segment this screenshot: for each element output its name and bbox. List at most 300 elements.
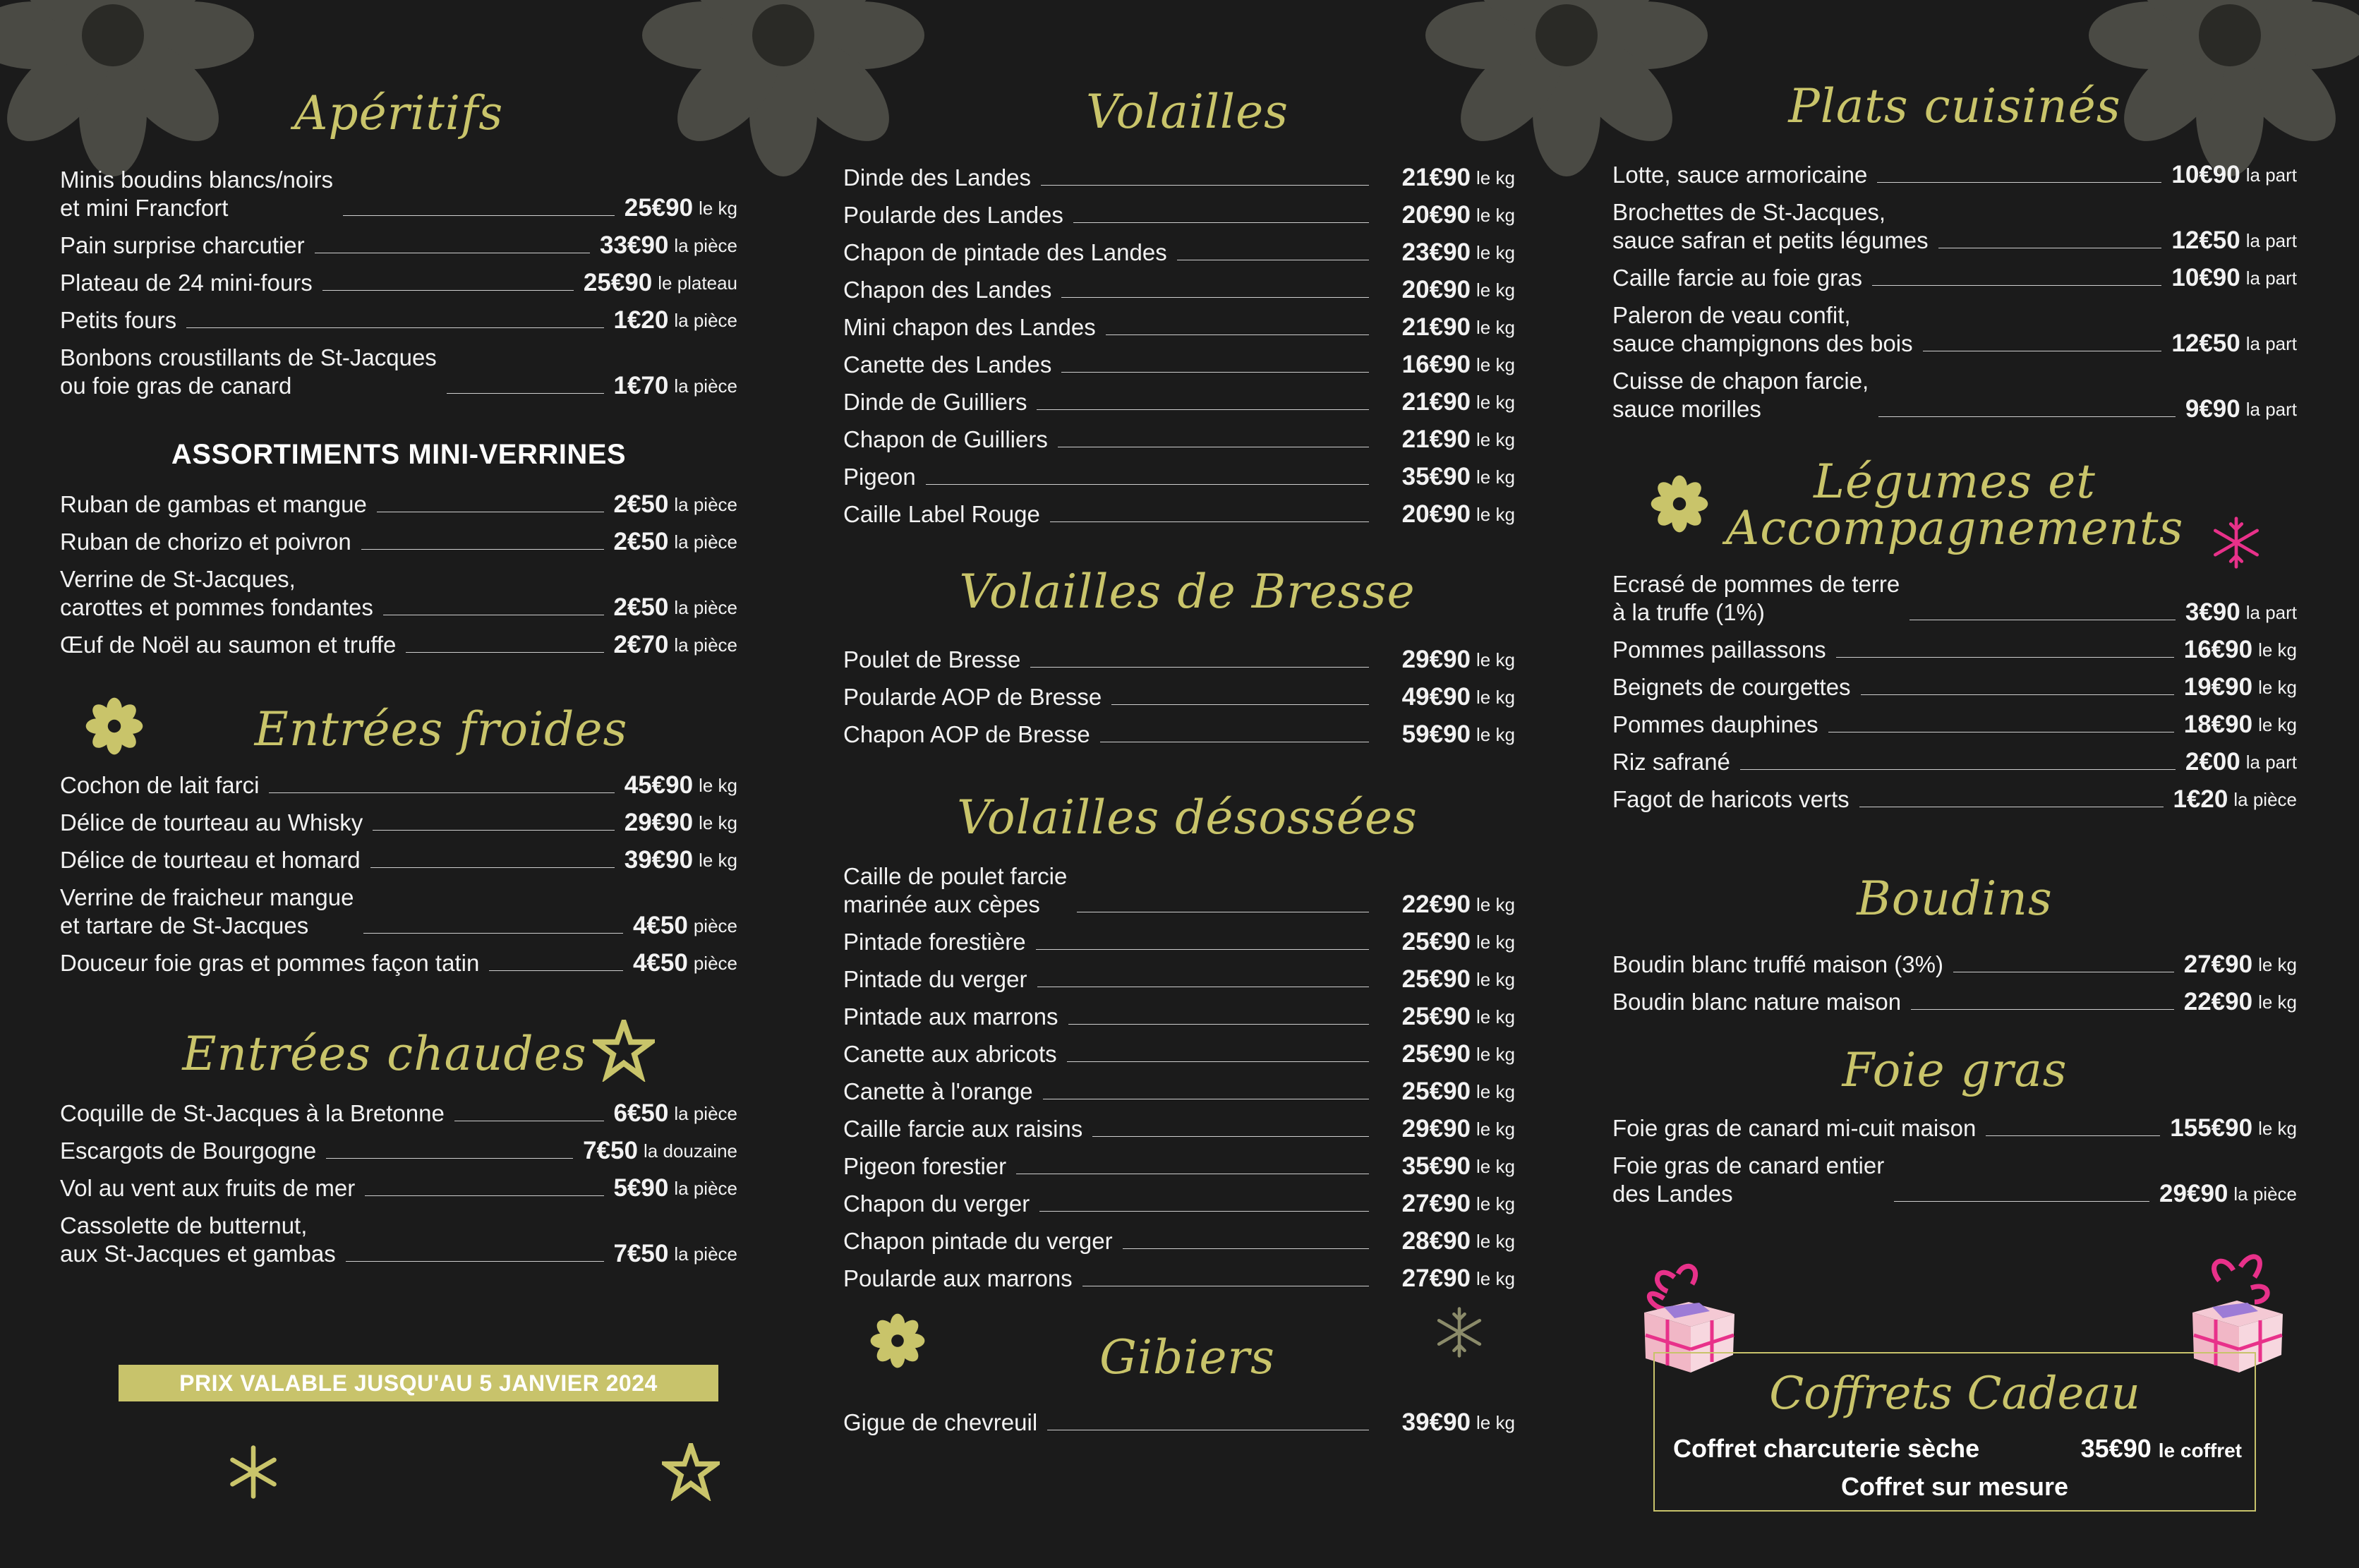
menu-item-name	[843, 1227, 1113, 1255]
menu-item-name-line: Escargots de Bourgogne	[60, 1138, 317, 1164]
star-icon	[662, 1443, 720, 1501]
menu-item-price: 27€90	[1401, 1265, 1471, 1292]
menu-item-name	[1612, 951, 1943, 979]
snowflake-icon	[1432, 1305, 1486, 1359]
menu-item-row	[843, 862, 1531, 919]
menu-item-name-line: Caille Label Rouge	[843, 501, 1040, 527]
entrees-chaudes-list	[60, 1099, 737, 1277]
foiegras-list	[1612, 1114, 2297, 1217]
menu-item-unit: le plateau	[658, 272, 737, 294]
menu-item-name	[843, 500, 1040, 529]
menu-item-unit: le kg	[1476, 894, 1515, 915]
menu-item-name	[843, 646, 1020, 674]
menu-item-price: 28€90	[1401, 1227, 1471, 1255]
menu-item-row	[60, 949, 737, 977]
menu-item-unit: pièce	[693, 915, 737, 936]
menu-item-unit: le kg	[1476, 1118, 1515, 1140]
legumes-title-line1: Légumes et	[1814, 454, 2096, 509]
menu-item-row	[843, 1115, 1531, 1143]
menu-item-name	[843, 239, 1167, 267]
section-title-boudins: Boudins	[1857, 872, 2053, 926]
menu-item-price: 7€50	[583, 1137, 638, 1164]
menu-item-name	[843, 683, 1102, 711]
menu-item-name-line: Lotte, sauce armoricaine	[1612, 162, 1868, 188]
menu-item-name	[843, 351, 1051, 379]
menu-item-name	[843, 201, 1063, 229]
menu-item-row	[60, 528, 737, 556]
menu-item-name-line: Coquille de St-Jacques à la Bretonne	[60, 1100, 445, 1126]
menu-item-unit: la pièce	[674, 1178, 737, 1199]
menu-item-price: 25€90	[1401, 1003, 1471, 1030]
coffret-price-block	[2081, 1434, 2242, 1464]
menu-item-name-line: Verrine de St-Jacques,	[60, 566, 296, 592]
menu-item-name-line: Verrine de fraicheur mangue	[60, 884, 354, 910]
menu-item-name-line: Cochon de lait farci	[60, 772, 260, 798]
menu-item-name	[843, 276, 1051, 304]
menu-item-unit: le kg	[1476, 1156, 1515, 1177]
menu-item-name-line: Gigue de chevreuil	[843, 1409, 1038, 1435]
leader-line	[1986, 1135, 2160, 1136]
menu-item-name-line: Pommes paillassons	[1612, 637, 1826, 663]
menu-item-name-line: Caille de poulet farcie	[843, 863, 1068, 889]
entrees-froides-list	[60, 771, 737, 987]
menu-item-price: 29€90	[1401, 646, 1471, 673]
leader-line	[1030, 667, 1369, 668]
menu-item-row	[1612, 748, 2297, 776]
menu-item-price: 6€50	[613, 1099, 669, 1127]
menu-item-name-line: Vol au vent aux fruits de mer	[60, 1175, 356, 1201]
bresse-list	[843, 646, 1531, 758]
menu-item-name	[60, 565, 373, 622]
leader-line	[1740, 769, 2176, 770]
leader-line	[1050, 521, 1369, 522]
menu-item-unit: la pièce	[674, 375, 737, 397]
leader-line	[370, 867, 615, 868]
menu-item-price: 39€90	[624, 846, 694, 874]
menu-item-name-line: Pintade aux marrons	[843, 1003, 1058, 1030]
menu-item-name	[60, 1174, 355, 1202]
menu-item-row	[60, 306, 737, 334]
menu-item-unit: le kg	[1476, 1268, 1515, 1289]
menu-item-row	[60, 269, 737, 297]
menu-item-row	[843, 928, 1531, 956]
coffret-price: 35€90	[2080, 1434, 2152, 1463]
menu-item-name	[843, 313, 1096, 342]
leader-line	[1068, 1024, 1370, 1025]
menu-item-unit: la part	[2245, 230, 2297, 251]
menu-item-price: 22€90	[1401, 891, 1471, 918]
menu-item-row	[1612, 1152, 2297, 1208]
menu-item-name-line: Foie gras de canard mi-cuit maison	[1612, 1115, 1977, 1141]
menu-item-name-line: Cuisse de chapon farcie,	[1612, 368, 1869, 394]
coffret-custom: Coffret sur mesure	[1840, 1472, 2069, 1501]
leader-line	[361, 549, 604, 550]
menu-item-row	[843, 1265, 1531, 1293]
section-title-volailles: Volailles	[1085, 85, 1289, 139]
menu-item-price: 4€50	[632, 912, 688, 939]
menu-item-name-line: sauce safran et petits légumes	[1612, 227, 1929, 253]
menu-item-row	[1612, 636, 2297, 664]
coffret-unit: le coffret	[2158, 1440, 2242, 1461]
menu-item-name-line: Chapon de Guilliers	[843, 426, 1048, 452]
menu-item-name	[843, 862, 1067, 919]
menu-item-row	[843, 720, 1531, 749]
menu-item-name	[60, 344, 437, 400]
menu-item-unit: le kg	[1476, 1044, 1515, 1065]
menu-item-row	[1612, 367, 2297, 423]
menu-item-name-line: Canette à l'orange	[843, 1078, 1033, 1104]
menu-item-name	[1612, 301, 1913, 358]
menu-item-name-line: Chapon AOP de Bresse	[843, 721, 1090, 747]
menu-item-name-line: Bonbons croustillants de St-Jacques	[60, 344, 437, 370]
menu-item-name-line: à la truffe (1%)	[1612, 599, 1765, 625]
menu-item-price: 20€90	[1401, 201, 1471, 229]
menu-item-price: 29€90	[624, 809, 694, 836]
leader-line	[1911, 1009, 2174, 1010]
leader-line	[326, 1158, 573, 1159]
menu-item-unit: le kg	[1476, 1231, 1515, 1252]
menu-item-name-line: Pintade du verger	[843, 966, 1027, 992]
leader-line	[186, 327, 603, 328]
menu-item-name-line: Poularde AOP de Bresse	[843, 684, 1102, 710]
menu-item-name-line: Petits fours	[60, 307, 177, 333]
menu-item-unit: la pièce	[2233, 789, 2297, 810]
menu-item-unit: la pièce	[674, 634, 737, 656]
menu-item-unit: le kg	[1476, 354, 1515, 375]
menu-item-price: 2€50	[613, 593, 669, 621]
menu-item-name-line: sauce morilles	[1612, 396, 1761, 422]
leader-line	[1111, 704, 1369, 705]
menu-item-price: 33€90	[600, 231, 669, 259]
menu-item-price: 2€70	[613, 631, 669, 658]
leader-line	[1073, 222, 1369, 223]
leader-line	[322, 290, 574, 291]
menu-item-name-line: aux St-Jacques et gambas	[60, 1241, 336, 1267]
menu-item-price: 22€90	[2183, 988, 2253, 1015]
menu-item-price: 2€50	[613, 528, 669, 555]
menu-item-price: 29€90	[2159, 1180, 2228, 1207]
aperitifs-list	[60, 166, 737, 409]
menu-item-name	[1612, 636, 1826, 664]
menu-item-unit: le kg	[1476, 1412, 1515, 1433]
section-title-bresse: Volailles de Bresse	[959, 565, 1416, 619]
leader-line	[1123, 1248, 1369, 1249]
menu-item-row	[1612, 673, 2297, 701]
desossees-list	[843, 862, 1531, 1302]
menu-item-price: 2€50	[613, 490, 669, 518]
menu-item-row	[60, 231, 737, 260]
section-title-foiegras: Foie gras	[1842, 1043, 2068, 1097]
menu-item-unit: le kg	[2258, 714, 2297, 735]
menu-item-unit: le kg	[1476, 317, 1515, 338]
menu-item-row	[843, 965, 1531, 994]
menu-item-price: 16€90	[2183, 636, 2253, 663]
menu-item-name-line: Poularde aux marrons	[843, 1265, 1073, 1291]
menu-item-name	[60, 490, 367, 519]
menu-item-name-line: Canette aux abricots	[843, 1041, 1057, 1067]
menu-item-price: 1€70	[613, 372, 669, 399]
section-title-legumes	[1612, 454, 2297, 555]
menu-item-price: 27€90	[1401, 1190, 1471, 1217]
menu-item-name-line: Douceur foie gras et pommes façon tatin	[60, 950, 480, 976]
menu-item-name-line: Poularde des Landes	[843, 202, 1063, 228]
menu-item-name-line: Paleron de veau confit,	[1612, 302, 1851, 328]
menu-item-price: 25€90	[583, 269, 653, 296]
menu-item-name	[1612, 988, 1901, 1016]
menu-item-name-line: Œuf de Noël au saumon et truffe	[60, 632, 397, 658]
menu-item-name	[1612, 198, 1929, 255]
leader-line	[1061, 297, 1369, 298]
menu-item-name	[60, 883, 354, 940]
menu-item-name-line: Boudin blanc nature maison	[1612, 989, 1902, 1015]
menu-item-row	[843, 276, 1531, 304]
menu-item-row	[60, 565, 737, 622]
menu-item-name-line: Dinde des Landes	[843, 164, 1032, 191]
menu-item-price: 29€90	[1401, 1115, 1471, 1142]
menu-item-row	[843, 164, 1531, 192]
menu-item-row	[1612, 1114, 2297, 1142]
boudins-list	[1612, 951, 2297, 1025]
menu-item-unit: la pièce	[674, 597, 737, 618]
menu-item-row	[1612, 301, 2297, 358]
menu-item-row	[60, 490, 737, 519]
menu-item-row	[843, 239, 1531, 267]
menu-item-row	[843, 1040, 1531, 1068]
section-title-plats: Plats cuisinés	[1788, 79, 2121, 133]
menu-item-unit: le kg	[1476, 242, 1515, 263]
menu-item-row	[60, 809, 737, 837]
menu-item-unit: le kg	[1476, 1193, 1515, 1214]
menu-item-price: 21€90	[1401, 426, 1471, 453]
menu-item-name-line: Fagot de haricots verts	[1612, 786, 1850, 812]
menu-item-name	[60, 269, 313, 297]
menu-item-unit: le kg	[1476, 687, 1515, 708]
leader-line	[1067, 1061, 1369, 1062]
menu-item-price: 25€90	[1401, 928, 1471, 955]
pink-snowflake-icon	[2209, 515, 2264, 570]
plats-list	[1612, 161, 2297, 433]
menu-item-row	[60, 1174, 737, 1202]
menu-item-name	[843, 1190, 1030, 1218]
menu-item-price: 59€90	[1401, 720, 1471, 748]
menu-item-price: 155€90	[2170, 1114, 2253, 1142]
menu-item-row	[1612, 711, 2297, 739]
menu-item-name-line: Chapon du verger	[843, 1190, 1030, 1217]
menu-item-unit: le kg	[1476, 504, 1515, 525]
menu-item-name-line: Plateau de 24 mini-fours	[60, 270, 313, 296]
menu-item-name-line: Ruban de chorizo et poivron	[60, 529, 351, 555]
menu-item-name	[1612, 161, 1867, 189]
menu-item-name	[1612, 785, 1850, 814]
menu-item-name	[1612, 570, 1900, 627]
menu-item-row	[843, 463, 1531, 491]
validity-banner: PRIX VALABLE JUSQU'AU 5 JANVIER 2024	[119, 1365, 718, 1401]
menu-item-row	[843, 351, 1531, 379]
menu-item-price: 1€20	[613, 306, 669, 334]
menu-item-name	[843, 463, 916, 491]
menu-item-row	[1612, 264, 2297, 292]
menu-item-unit: le kg	[699, 812, 737, 833]
menu-item-price: 3€90	[2185, 598, 2240, 626]
menu-item-price: 27€90	[2183, 951, 2253, 978]
menu-item-price: 7€50	[613, 1240, 669, 1267]
menu-item-name-line: Pommes dauphines	[1612, 711, 1818, 737]
menu-item-unit: le kg	[1476, 931, 1515, 953]
menu-item-unit: le kg	[699, 850, 737, 871]
menu-item-price: 9€90	[2185, 395, 2240, 423]
menu-item-name-line: Minis boudins blancs/noirs	[60, 167, 334, 193]
menu-item-name	[843, 1152, 1006, 1181]
menu-item-name	[843, 720, 1090, 749]
menu-item-name	[60, 631, 396, 659]
section-title-entrees-froides: Entrées froides	[254, 702, 628, 756]
menu-item-unit: la part	[2245, 752, 2297, 773]
menu-item-name	[60, 166, 333, 222]
menu-item-unit: le kg	[1476, 1081, 1515, 1102]
menu-item-unit: le kg	[1476, 466, 1515, 488]
menu-item-name-line: et mini Francfort	[60, 195, 229, 221]
menu-item-name	[843, 928, 1026, 956]
menu-item-row	[1612, 785, 2297, 814]
menu-item-unit: la pièce	[674, 494, 737, 515]
menu-item-price: 20€90	[1401, 276, 1471, 303]
menu-item-price: 39€90	[1401, 1409, 1471, 1436]
menu-item-name-line: Beignets de courgettes	[1612, 674, 1851, 700]
menu-item-name-line: Chapon pintade du verger	[843, 1228, 1113, 1254]
menu-item-row	[843, 1003, 1531, 1031]
menu-item-row	[1612, 570, 2297, 627]
menu-item-price: 25€90	[1401, 1040, 1471, 1068]
leader-line	[269, 792, 614, 793]
menu-item-row	[843, 201, 1531, 229]
leader-line	[1092, 1136, 1369, 1137]
leader-line	[1878, 416, 2176, 417]
menu-item-name	[843, 1115, 1082, 1143]
menu-item-unit: la pièce	[674, 1243, 737, 1265]
menu-item-price: 35€90	[1401, 463, 1471, 490]
menu-item-name-line: Mini chapon des Landes	[843, 314, 1096, 340]
menu-item-name-line: Foie gras de canard entier	[1612, 1152, 1885, 1178]
menu-item-price: 25€90	[624, 194, 694, 222]
menu-item-price: 25€90	[1401, 965, 1471, 993]
menu-item-name-line: Pigeon forestier	[843, 1153, 1007, 1179]
menu-item-name	[1612, 673, 1851, 701]
menu-item-name	[843, 1040, 1057, 1068]
menu-item-price: 4€50	[632, 949, 688, 977]
leader-line	[1037, 409, 1369, 410]
menu-item-row	[60, 1099, 737, 1128]
menu-item-name-line: et tartare de St-Jacques	[60, 912, 309, 939]
menu-item-price: 12€50	[2171, 330, 2240, 357]
menu-item-row	[1612, 161, 2297, 189]
coffret-row	[1673, 1434, 2242, 1464]
menu-item-name	[60, 846, 361, 874]
menu-item-row	[60, 1212, 737, 1268]
snowflake-icon	[224, 1443, 282, 1501]
menu-item-row	[60, 846, 737, 874]
menu-item-row	[60, 344, 737, 400]
menu-item-name-line: Caille farcie aux raisins	[843, 1116, 1083, 1142]
menu-item-unit: la douzaine	[644, 1140, 737, 1162]
leader-line	[489, 970, 623, 971]
menu-item-row	[60, 631, 737, 659]
menu-item-name-line: Riz safrané	[1612, 749, 1730, 775]
menu-item-price: 5€90	[613, 1174, 669, 1202]
leader-line	[447, 393, 604, 394]
menu-item-name	[1612, 1152, 1884, 1208]
menu-item-unit: la pièce	[674, 531, 737, 553]
leader-line	[1036, 949, 1369, 950]
menu-item-unit: la pièce	[674, 1103, 737, 1124]
gibiers-list	[843, 1409, 1531, 1446]
menu-item-unit: le kg	[699, 775, 737, 796]
menu-item-name	[843, 388, 1027, 416]
menu-item-row	[843, 1227, 1531, 1255]
menu-item-name	[60, 306, 176, 334]
menu-item-name	[843, 1265, 1073, 1293]
menu-item-row	[60, 1137, 737, 1165]
menu-item-unit: la part	[2245, 333, 2297, 354]
menu-item-unit: la part	[2245, 164, 2297, 186]
flower-icon	[85, 696, 144, 756]
menu-item-row	[60, 883, 737, 940]
menu-item-name-line: des Landes	[1612, 1181, 1733, 1207]
menu-item-row	[843, 388, 1531, 416]
verrines-list	[60, 490, 737, 668]
menu-item-name-line: Délice de tourteau au Whisky	[60, 809, 363, 836]
menu-item-unit: la part	[2245, 399, 2297, 420]
leader-line	[1106, 334, 1369, 335]
leader-line	[365, 1195, 603, 1196]
menu-item-name-line: Ruban de gambas et mangue	[60, 491, 367, 517]
menu-item-name-line: Pintade forestière	[843, 929, 1026, 955]
menu-item-price: 45€90	[624, 771, 694, 799]
menu-item-row	[843, 500, 1531, 529]
menu-item-unit: le kg	[1476, 1006, 1515, 1027]
menu-item-price: 10€90	[2171, 264, 2240, 291]
menu-item-price: 25€90	[1401, 1078, 1471, 1105]
menu-item-name-line: Pain surprise charcutier	[60, 232, 305, 258]
menu-item-price: 20€90	[1401, 500, 1471, 528]
menu-item-price: 2€00	[2185, 748, 2240, 776]
menu-item-row	[843, 1409, 1531, 1437]
section-title-coffrets: Coffrets Cadeau	[1769, 1368, 2140, 1420]
star-icon	[593, 1020, 655, 1082]
legumes-title-line2: Accompagnements	[1725, 501, 2184, 555]
leader-line	[1039, 1211, 1369, 1212]
leader-line	[1861, 694, 2174, 695]
menu-item-name-line: Cassolette de butternut,	[60, 1212, 308, 1238]
menu-item-name	[60, 528, 351, 556]
menu-item-row	[843, 1078, 1531, 1106]
menu-item-row	[843, 1190, 1531, 1218]
menu-item-unit: le kg	[2258, 954, 2297, 975]
menu-item-row	[60, 771, 737, 800]
leader-line	[1836, 657, 2174, 658]
menu-item-name-line: carottes et pommes fondantes	[60, 594, 373, 620]
menu-item-price: 35€90	[1401, 1152, 1471, 1180]
menu-item-name	[843, 1003, 1058, 1031]
leader-line	[1061, 372, 1369, 373]
coffret-name: Coffret charcuterie sèche	[1673, 1434, 1980, 1463]
menu-item-row	[843, 313, 1531, 342]
leader-line	[346, 1261, 604, 1262]
menu-item-name-line: Boudin blanc truffé maison (3%)	[1612, 951, 1943, 977]
menu-item-name-line: Caille farcie au foie gras	[1612, 265, 1863, 291]
menu-item-row	[843, 683, 1531, 711]
menu-item-name-line: marinée aux cèpes	[843, 891, 1040, 917]
section-title-verrines: ASSORTIMENTS MINI-VERRINES	[171, 439, 627, 470]
